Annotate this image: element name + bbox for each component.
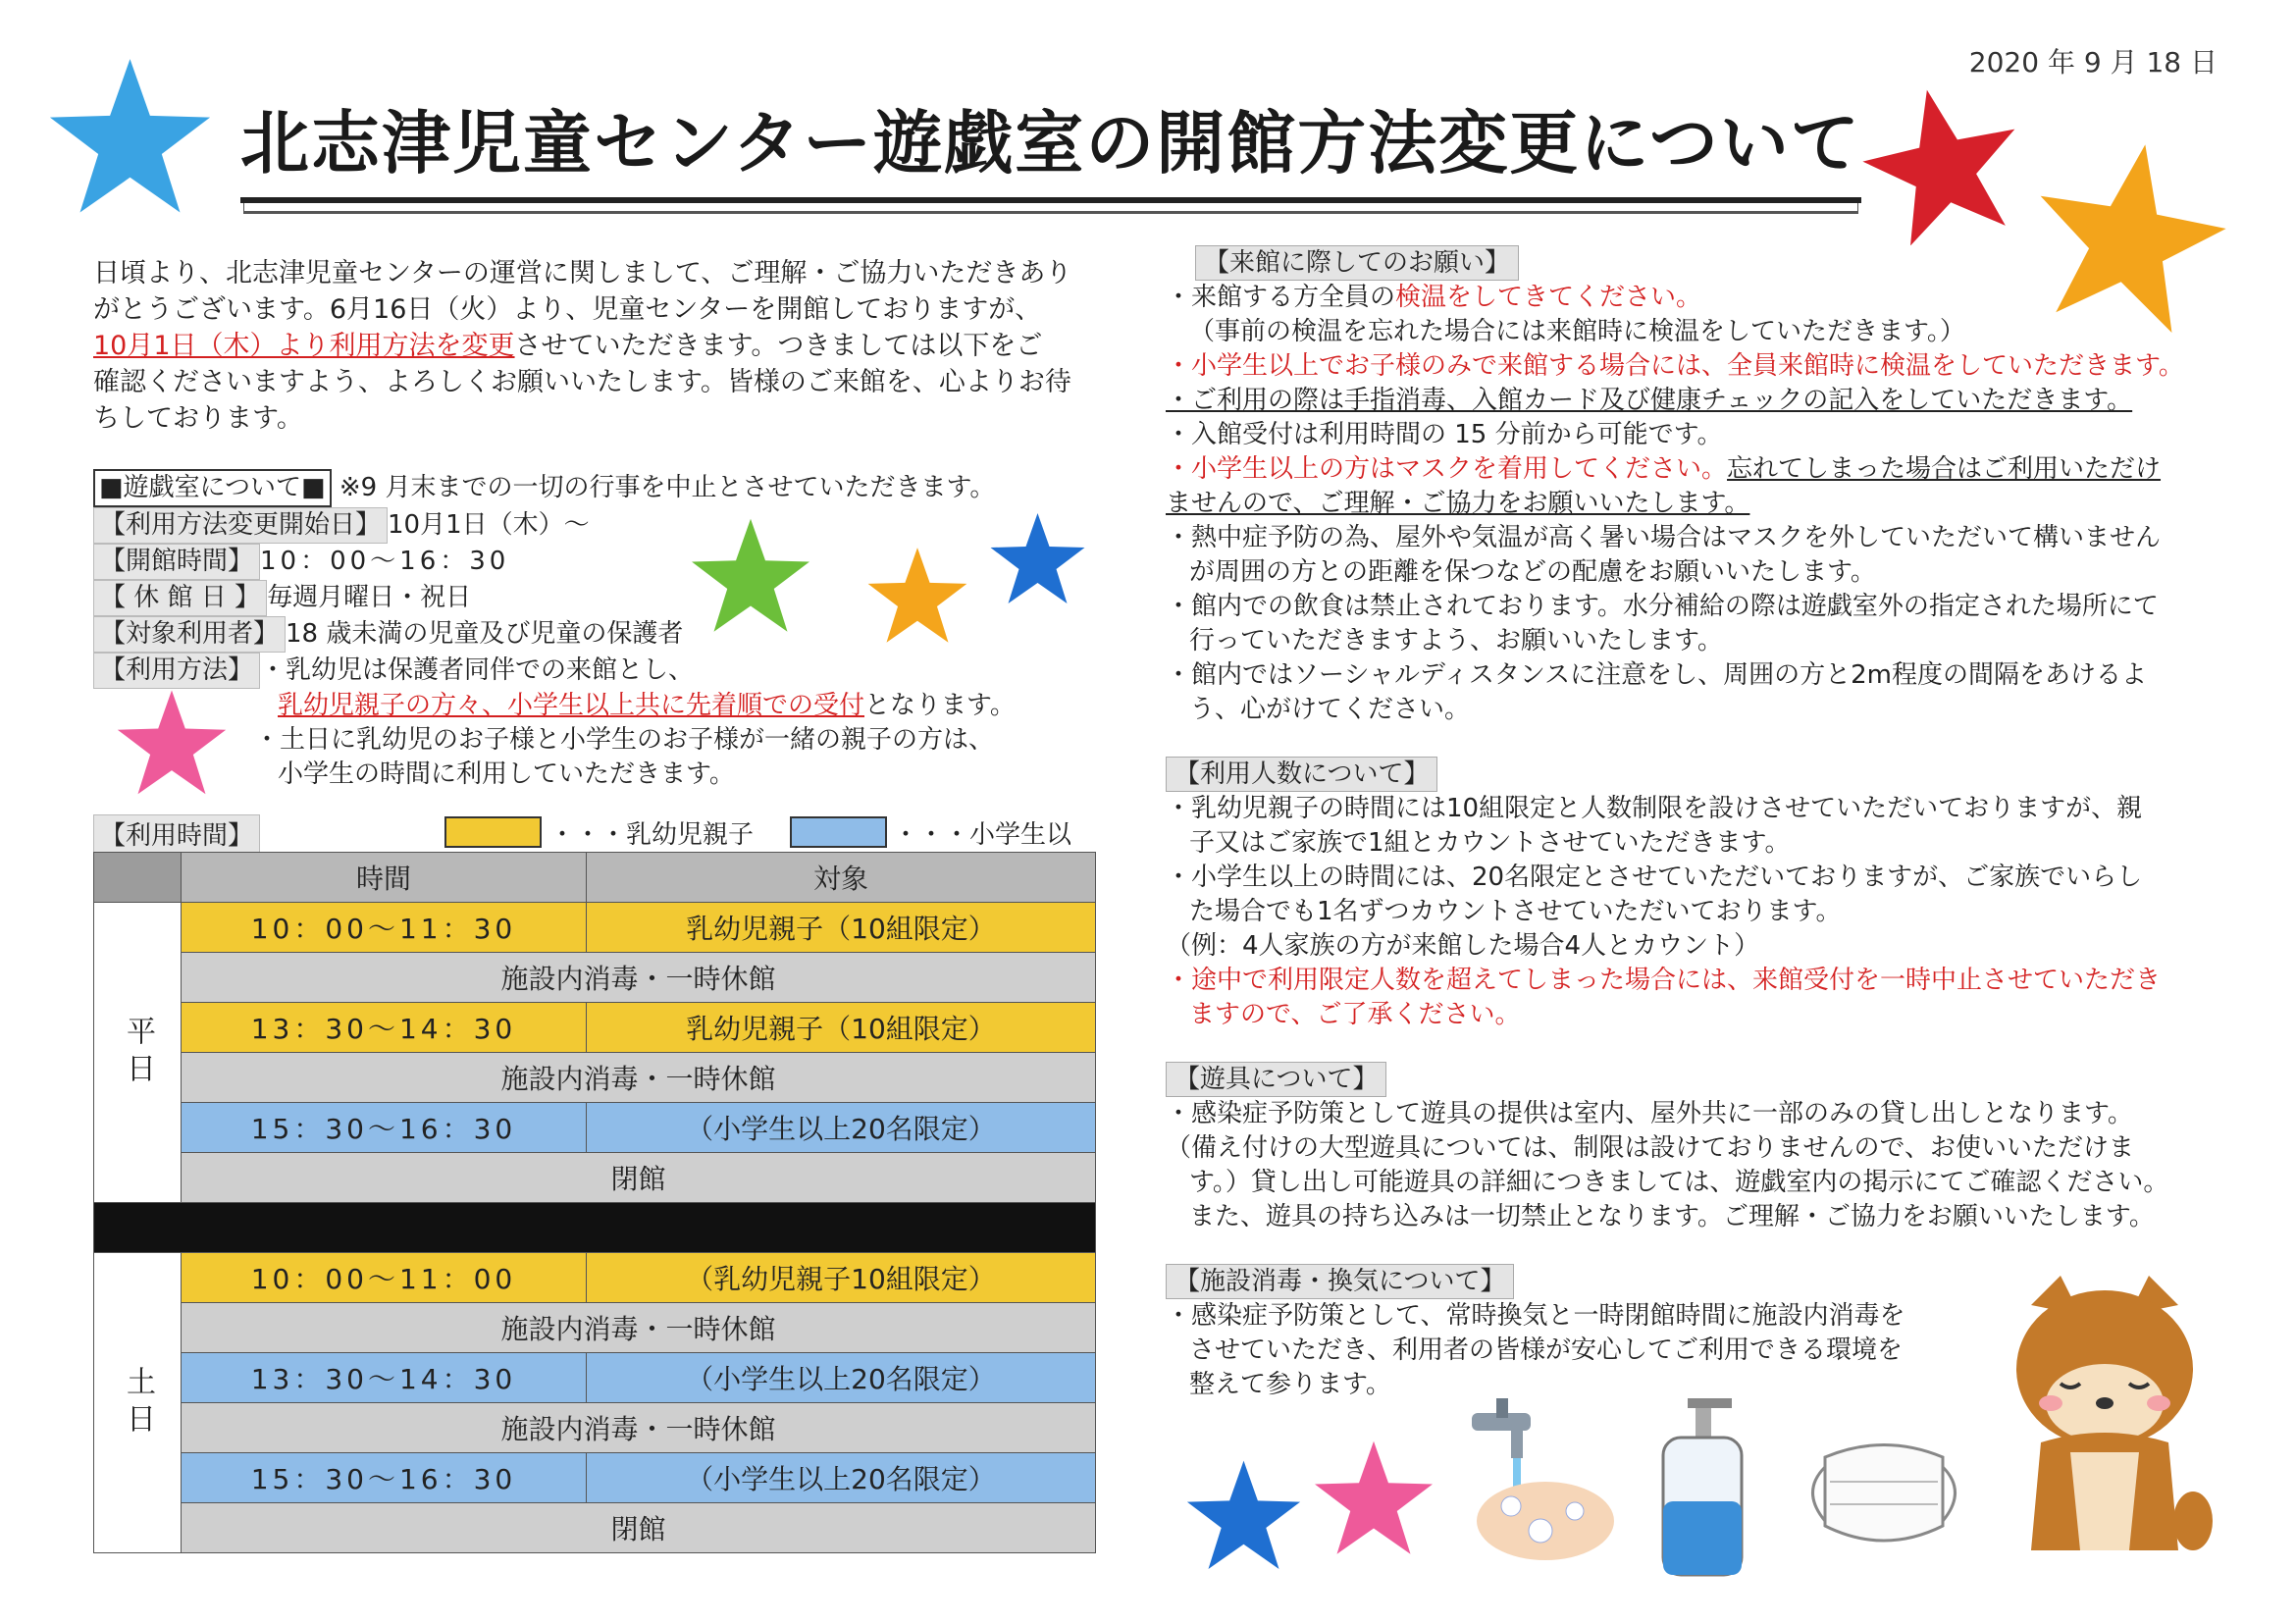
handwashing-icon bbox=[1452, 1393, 1629, 1570]
table-row bbox=[94, 953, 1096, 1003]
playroom-heading: ■遊戯室について■ bbox=[93, 469, 332, 507]
toys-text: ・感染症予防策として遊具の提供は室内、屋外共に一部のみの貸し出しとなります。 bbox=[1166, 1099, 2133, 1128]
schedule-table bbox=[93, 852, 1096, 1553]
target-cell: （小学生以上20名限定） bbox=[587, 1353, 1096, 1403]
time-cell: 15：30～16：30 bbox=[182, 1103, 587, 1153]
visit-text: ・入館受付は利用時間の 15 分前から可能です。 bbox=[1166, 420, 1723, 449]
blue-star-icon bbox=[1182, 1457, 1305, 1575]
blue-star-icon bbox=[44, 54, 216, 221]
section-heading: 【利用人数について】 bbox=[1166, 757, 1437, 792]
closure-cell: 施設内消毒・一時休館 bbox=[182, 953, 1096, 1003]
legend-yellow-swatch bbox=[444, 816, 542, 848]
sanitizer-bottle-icon bbox=[1648, 1393, 1756, 1580]
intro-line: 日頃より、北志津児童センターの運営に関しまして、ご理解・ご協力いただきあり bbox=[93, 258, 1072, 288]
target-cell: （乳幼児親子10組限定） bbox=[587, 1253, 1096, 1303]
face-mask-icon bbox=[1796, 1428, 1972, 1565]
time-cell: 10：00～11：00 bbox=[182, 1253, 587, 1303]
visit-text: （事前の検温を忘れた場合には来館時に検温をしていただきます。） bbox=[1189, 317, 1965, 346]
page-title: 北志津児童センター遊戯室の開館方法変更について bbox=[240, 88, 1861, 203]
toys-text: （備え付けの大型遊具については、制限は設けておりませんので、お使いいただけま bbox=[1166, 1133, 2134, 1163]
facility-text: 整えて参ります。 bbox=[1189, 1370, 1391, 1399]
schedule-legend bbox=[93, 814, 1094, 851]
visit-text: ませんので、ご理解・ご協力をお願いいたします。 bbox=[1166, 489, 1750, 518]
table-row bbox=[94, 1003, 1096, 1053]
playroom-section bbox=[93, 469, 1123, 792]
legend-blue-label: ・・・小学生以 bbox=[893, 820, 1072, 850]
closure-cell: 閉館 bbox=[182, 1503, 1096, 1553]
people-text: た場合でも1名ずつカウントさせていただいております。 bbox=[1189, 897, 1842, 926]
separator-row bbox=[94, 1203, 1096, 1253]
section-heading: 【遊具について】 bbox=[1166, 1062, 1386, 1097]
right-column bbox=[1166, 245, 2225, 1402]
legend-yellow-label: ・・・乳幼児親子 bbox=[549, 820, 755, 850]
people-highlight: ますので、ご了承ください。 bbox=[1189, 1000, 1521, 1029]
table-row bbox=[94, 1253, 1096, 1303]
closure-cell: 施設内消毒・一時休館 bbox=[182, 1303, 1096, 1353]
table-row bbox=[94, 1153, 1096, 1203]
visit-text: ・熱中症予防の為、屋外や気温が高く暑い場合はマスクを外していただいて構いません bbox=[1166, 523, 2162, 552]
people-text: （例：4人家族の方が来館した場合4人とカウント） bbox=[1166, 931, 1760, 961]
target-cell: 乳幼児親子（10組限定） bbox=[587, 1003, 1096, 1053]
intro-line: 確認くださいますよう、よろしくお願いいたします。皆様のご来館を、心よりお待 bbox=[93, 367, 1071, 397]
intro-line: ちしております。 bbox=[93, 403, 303, 434]
visit-text: ・ご利用の際は手指消毒、入館カード及び健康チェックの記入をしていただきます。 bbox=[1166, 386, 2133, 415]
time-cell: 15：30～16：30 bbox=[182, 1453, 587, 1503]
table-row bbox=[94, 903, 1096, 953]
table-row bbox=[94, 1453, 1096, 1503]
info-value: 18 歳未満の児童及び児童の保護者 bbox=[286, 619, 684, 649]
facility-section bbox=[1166, 1264, 2225, 1402]
toys-section bbox=[1166, 1062, 2225, 1234]
pink-star-icon bbox=[1310, 1438, 1437, 1560]
table-row bbox=[94, 1053, 1096, 1103]
people-text: ・乳幼児親子の時間には10組限定と人数制限を設けさせていただいておりますが、親 bbox=[1166, 794, 2143, 823]
info-label: 【 休 館 日 】 bbox=[93, 580, 267, 616]
black-divider bbox=[94, 1203, 1096, 1253]
table-header-row bbox=[94, 853, 1096, 903]
facility-text: ・感染症予防策として、常時換気と一時閉館時間に施設内消毒を bbox=[1166, 1301, 1905, 1331]
time-cell: 13：30～14：30 bbox=[182, 1353, 587, 1403]
target-cell: 乳幼児親子（10組限定） bbox=[587, 903, 1096, 953]
section-heading: 【来館に際してのお願い】 bbox=[1195, 245, 1519, 281]
visit-text: ・来館する方全員の bbox=[1166, 283, 1396, 312]
weekend-label: 土日 bbox=[94, 1253, 182, 1553]
people-section bbox=[1166, 757, 2225, 1032]
table-row bbox=[94, 1303, 1096, 1353]
method-text: となります。 bbox=[864, 691, 1016, 720]
target-cell: （小学生以上20名限定） bbox=[587, 1453, 1096, 1503]
intro-text: させていただきます。つきましては以下をご bbox=[514, 331, 1043, 361]
visit-text: ・館内での飲食は禁止されております。水分補給の際は遊戯室外の指定された場所にて bbox=[1166, 592, 2159, 621]
section-heading: 【施設消毒・換気について】 bbox=[1166, 1264, 1514, 1299]
info-value: 毎週月曜日・祝日 bbox=[267, 583, 472, 612]
visit-text: う、心がけてください。 bbox=[1189, 695, 1471, 724]
method-text: ・乳幼児は保護者同伴での来館とし、 bbox=[260, 655, 695, 685]
intro-line bbox=[93, 328, 1114, 364]
column-header: 対象 bbox=[587, 853, 1096, 903]
first-come-highlight: 乳幼児親子の方々、小学生以上共に先着順での受付 bbox=[278, 691, 865, 720]
intro-line: がとうございます。6月16日（火）より、児童センターを開館しておりますが、 bbox=[93, 294, 1042, 325]
table-row bbox=[94, 1353, 1096, 1403]
schedule-heading: 【利用時間】 bbox=[93, 814, 260, 853]
time-cell: 10：00～11：30 bbox=[182, 903, 587, 953]
info-label: 【対象利用者】 bbox=[93, 616, 286, 653]
people-text: 子又はご家族で1組とカウントさせていただきます。 bbox=[1189, 828, 1791, 858]
info-label: 【開館時間】 bbox=[93, 544, 260, 580]
target-cell: （小学生以上20名限定） bbox=[587, 1103, 1096, 1153]
info-value: 10月1日（木）～ bbox=[388, 510, 590, 540]
visit-section bbox=[1166, 245, 2225, 727]
visit-text: 行っていただきますよう、お願いいたします。 bbox=[1189, 626, 1723, 655]
visit-highlight: 検温をしてきてください。 bbox=[1395, 283, 1702, 312]
red-star-icon bbox=[1859, 83, 2026, 245]
visit-text: が周囲の方との距離を保つなどの配慮をお願いいたします。 bbox=[1189, 557, 1876, 587]
weekday-label: 平日 bbox=[94, 903, 182, 1203]
closure-cell: 施設内消毒・一時休館 bbox=[182, 1403, 1096, 1453]
intro-paragraph bbox=[93, 255, 1114, 437]
toys-text: また、遊具の持ち込みは一切禁止となります。ご理解・ご協力をお願いいたします。 bbox=[1189, 1202, 2155, 1231]
info-label: 【利用方法変更開始日】 bbox=[93, 507, 388, 544]
legend-blue-swatch bbox=[790, 816, 887, 848]
visit-highlight: ・小学生以上でお子様のみで来館する場合には、全員来館時に検温をしていただきます。 bbox=[1166, 351, 2184, 381]
toys-text: す。）貸し出し可能遊具の詳細につきましては、遊戯室内の掲示にてご確認ください。 bbox=[1189, 1168, 2169, 1197]
playroom-note: ※9 月末までの一切の行事を中止とさせていただきます。 bbox=[339, 473, 996, 502]
info-label: 【利用方法】 bbox=[93, 653, 260, 689]
table-corner bbox=[94, 853, 182, 903]
method-text: 小学生の時間に利用していただきます。 bbox=[278, 759, 735, 789]
visit-highlight: ・小学生以上の方はマスクを着用してください。 bbox=[1166, 454, 1728, 484]
table-row bbox=[94, 1503, 1096, 1553]
info-value: 10：00～16：30 bbox=[260, 547, 510, 576]
time-cell: 13：30～14：30 bbox=[182, 1003, 587, 1053]
table-row bbox=[94, 1103, 1096, 1153]
table-row bbox=[94, 1403, 1096, 1453]
closure-cell: 閉館 bbox=[182, 1153, 1096, 1203]
visit-text: 忘れてしまった場合はご利用いただけ bbox=[1727, 454, 2162, 484]
change-date-highlight: 10月1日（木）より利用方法を変更 bbox=[93, 331, 515, 361]
method-text: ・土日に乳幼児のお子様と小学生のお子様が一緒の親子の方は、 bbox=[254, 725, 995, 755]
people-highlight: ・途中で利用限定人数を超えてしまった場合には、来館受付を一時中止させていただき bbox=[1166, 966, 2162, 995]
column-header: 時間 bbox=[182, 853, 587, 903]
facility-text: させていただき、利用者の皆様が安心してご利用できる環境を bbox=[1189, 1335, 1903, 1365]
document-date: 2020 年 9 月 18 日 bbox=[1968, 46, 2218, 79]
people-text: ・小学生以上の時間には、20名限定とさせていただいておりますが、ご家族でいらし bbox=[1166, 863, 2143, 892]
closure-cell: 施設内消毒・一時休館 bbox=[182, 1053, 1096, 1103]
visit-text: ・館内ではソーシャルディスタンスに注意をし、周囲の方と2m程度の間隔をあけるよ bbox=[1166, 660, 2147, 690]
